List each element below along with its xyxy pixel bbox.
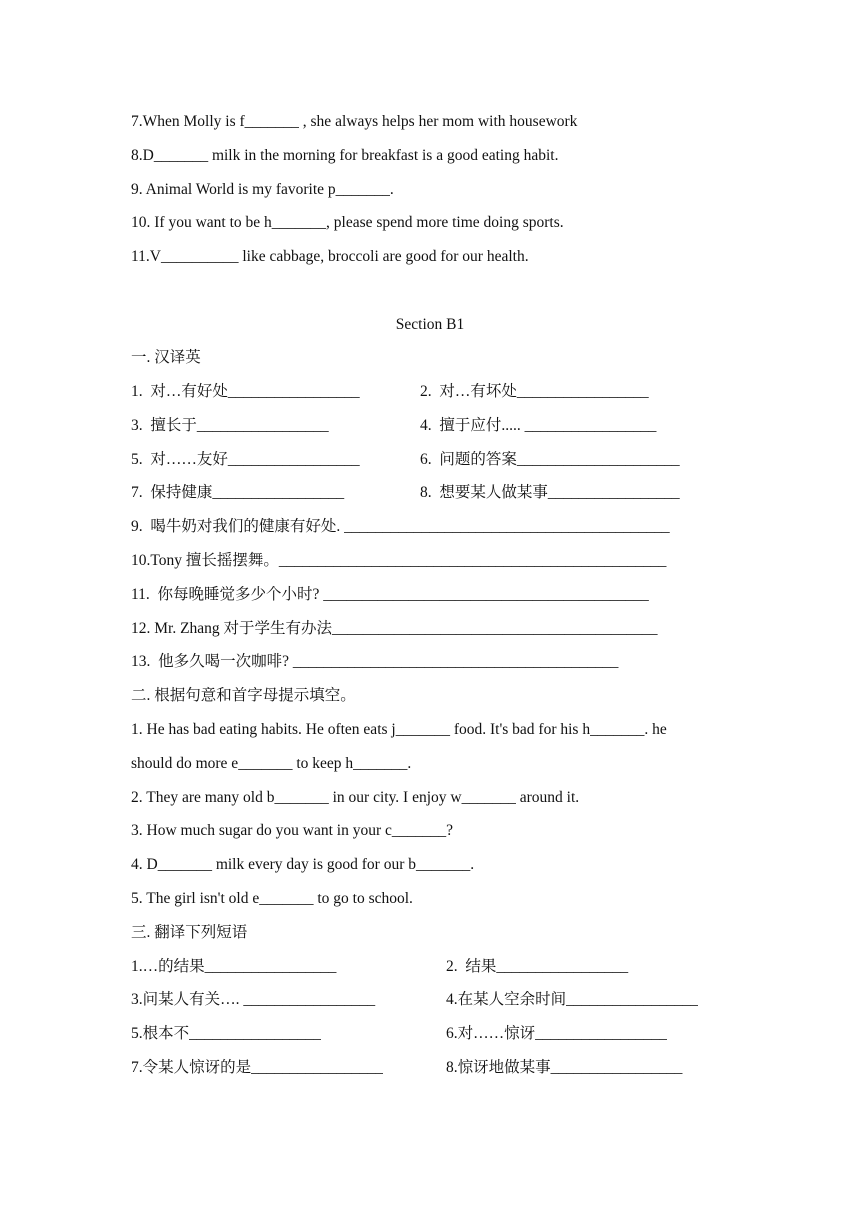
top-item-9: 9. Animal World is my favorite p_______. xyxy=(131,181,394,198)
part2-line-1: 1. He has bad eating habits. He often eats j_______ food. It's bad for his h_______. he xyxy=(131,721,667,738)
part1-item-3: 3. 擅长于_________________ xyxy=(131,417,329,434)
part3-heading: 三. 翻译下列短语 xyxy=(131,924,248,941)
part1-item-13: 13. 他多久喝一次咖啡? __________________________________________ xyxy=(131,653,619,670)
part2-line-4: 4. D_______ milk every day is good for our b_______. xyxy=(131,856,475,873)
part3-item-3: 3.问某人有关…. _________________ xyxy=(131,991,376,1008)
part1-heading: 一. 汉译英 xyxy=(131,349,201,366)
part1-item-9: 9. 喝牛奶对我们的健康有好处. __________________________________________ xyxy=(131,518,670,535)
part1-item-8: 8. 想要某人做某事_________________ xyxy=(420,484,680,501)
part3-item-6: 6.对……惊讶_________________ xyxy=(446,1025,667,1042)
part1-item-12: 12. Mr. Zhang 对于学生有办法__________________________________________ xyxy=(131,620,658,637)
top-item-8: 8.D_______ milk in the morning for breakfast is a good eating habit. xyxy=(131,147,559,164)
part1-item-4: 4. 擅于应付..... _________________ xyxy=(420,417,657,434)
part1-item-6: 6. 问题的答案_____________________ xyxy=(420,451,680,468)
part3-item-1: 1.…的结果_________________ xyxy=(131,958,337,975)
top-item-10: 10. If you want to be h_______, please spend more time doing sports. xyxy=(131,214,564,231)
part2-line-3: 3. How much sugar do you want in your c_______? xyxy=(131,822,454,839)
part1-item-5: 5. 对……友好_________________ xyxy=(131,451,360,468)
part3-item-2: 2. 结果_________________ xyxy=(446,958,629,975)
section-title: Section B1 xyxy=(395,316,465,333)
part1-item-7: 7. 保持健康_________________ xyxy=(131,484,345,501)
part3-item-4: 4.在某人空余时间_________________ xyxy=(446,991,698,1008)
part1-item-2: 2. 对…有坏处_________________ xyxy=(420,383,649,400)
part2-heading: 二. 根据句意和首字母提示填空。 xyxy=(131,687,356,704)
part2-line-5: 5. The girl isn't old e_______ to go to school. xyxy=(131,890,413,907)
part1-item-11: 11. 你每晚睡觉多少个小时? __________________________________________ xyxy=(131,586,649,603)
part2-line-1-cont: should do more e_______ to keep h_______. xyxy=(131,755,412,772)
top-item-11: 11.V__________ like cabbage, broccoli are good for our health. xyxy=(131,248,529,265)
part3-item-7: 7.令某人惊讶的是_________________ xyxy=(131,1059,383,1076)
top-item-7: 7.When Molly is f_______ , she always helps her mom with housework xyxy=(131,113,578,130)
part1-item-1: 1. 对…有好处_________________ xyxy=(131,383,360,400)
part1-item-10: 10.Tony 擅长摇摆舞。__________________________________________________ xyxy=(131,552,667,569)
part3-item-5: 5.根本不_________________ xyxy=(131,1025,321,1042)
part3-item-8: 8.惊讶地做某事_________________ xyxy=(446,1059,683,1076)
part2-line-2: 2. They are many old b_______ in our city. I enjoy w_______ around it. xyxy=(131,789,580,806)
